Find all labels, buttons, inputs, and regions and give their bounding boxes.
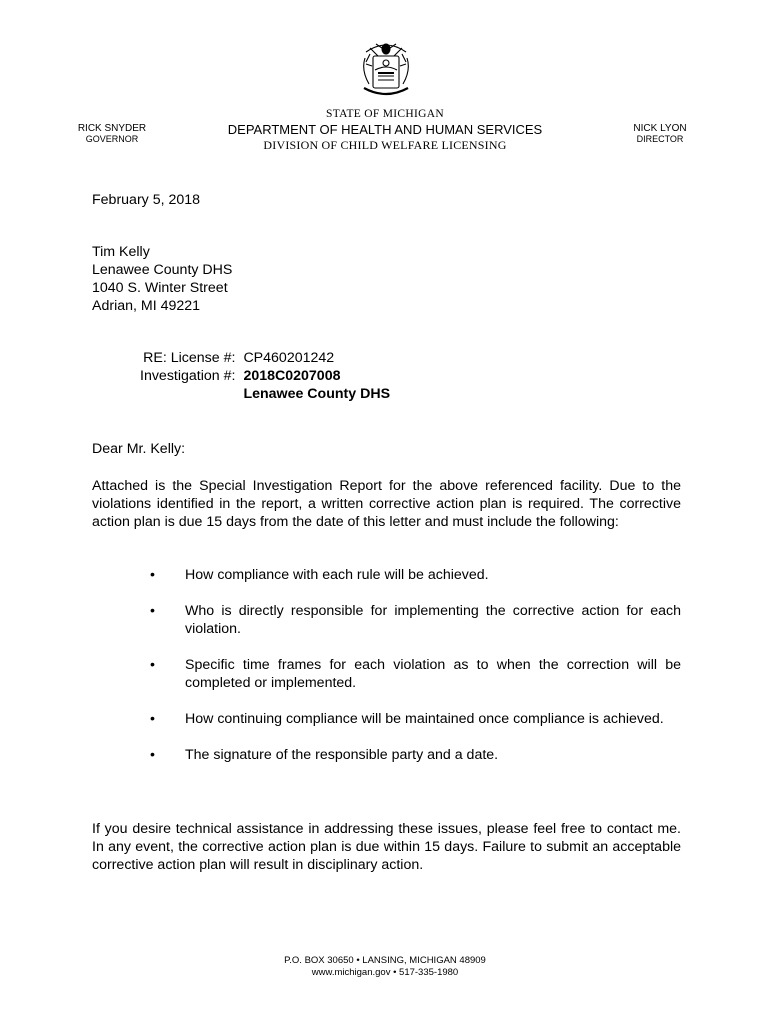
- bullet-icon: •: [150, 567, 155, 583]
- recipient-organization: Lenawee County DHS: [92, 262, 233, 278]
- governor-name: RICK SNYDER: [77, 123, 147, 134]
- requirements-list: [150, 566, 681, 782]
- director-block: [622, 123, 698, 145]
- letterhead-state: STATE OF MICHIGAN: [326, 108, 444, 120]
- footer: [0, 955, 770, 979]
- letter-date: February 5, 2018: [92, 192, 201, 208]
- license-number: CP460201242: [243, 350, 335, 366]
- director-title: DIRECTOR: [636, 134, 684, 144]
- facility-name: Lenawee County DHS: [243, 386, 391, 402]
- footer-contact: www.michigan.gov • 517-335-1980: [311, 967, 459, 978]
- recipient-street: 1040 S. Winter Street: [92, 280, 228, 296]
- governor-title: GOVERNOR: [85, 134, 139, 144]
- closing-paragraph: If you desire technical assistance in addressing these issues, please feel free to contact me. In any event, the corrective action plan is due within 15 days. Failure to submit an acceptable corrective action plan will result in disciplinary action.: [92, 821, 681, 873]
- list-item: • Specific time frames for each violation as to when the correction will be completed or implemented.: [150, 657, 681, 691]
- michigan-state-seal-icon: [356, 36, 416, 100]
- governor-block: [70, 123, 154, 145]
- bullet-icon: •: [150, 711, 155, 727]
- director-name: NICK LYON: [633, 123, 687, 134]
- bullet-icon: •: [150, 603, 155, 619]
- list-item: • The signature of the responsible party and a date.: [150, 747, 499, 763]
- letterhead-department: DEPARTMENT OF HEALTH AND HUMAN SERVICES: [227, 122, 543, 137]
- bullet-icon: •: [150, 747, 155, 763]
- investigation-label: Investigation #:: [140, 368, 236, 384]
- investigation-number: 2018C0207008: [243, 368, 341, 384]
- recipient-address: [92, 243, 232, 315]
- intro-paragraph: Attached is the Special Investigation Report for the above referenced facility. Due to the violations identified in the report, a written corrective action plan is required. The corrective action plan is due 15 days from the date of this letter and must include the following:: [92, 478, 681, 530]
- letterhead-division: DIVISION OF CHILD WELFARE LICENSING: [263, 138, 507, 152]
- recipient-name: Tim Kelly: [92, 244, 150, 260]
- salutation: Dear Mr. Kelly:: [92, 441, 186, 457]
- list-item: • How continuing compliance will be maintained once compliance is achieved.: [150, 711, 664, 727]
- recipient-city: Adrian, MI 49221: [92, 298, 201, 314]
- license-label: RE: License #:: [143, 350, 236, 366]
- list-item: • How compliance with each rule will be achieved.: [150, 567, 489, 583]
- bullet-icon: •: [150, 657, 155, 673]
- footer-address: P.O. BOX 30650 • LANSING, MICHIGAN 48909: [284, 955, 486, 966]
- reference-block: [140, 349, 390, 403]
- list-item: • Who is directly responsible for implementing the corrective action for each violation.: [150, 603, 681, 637]
